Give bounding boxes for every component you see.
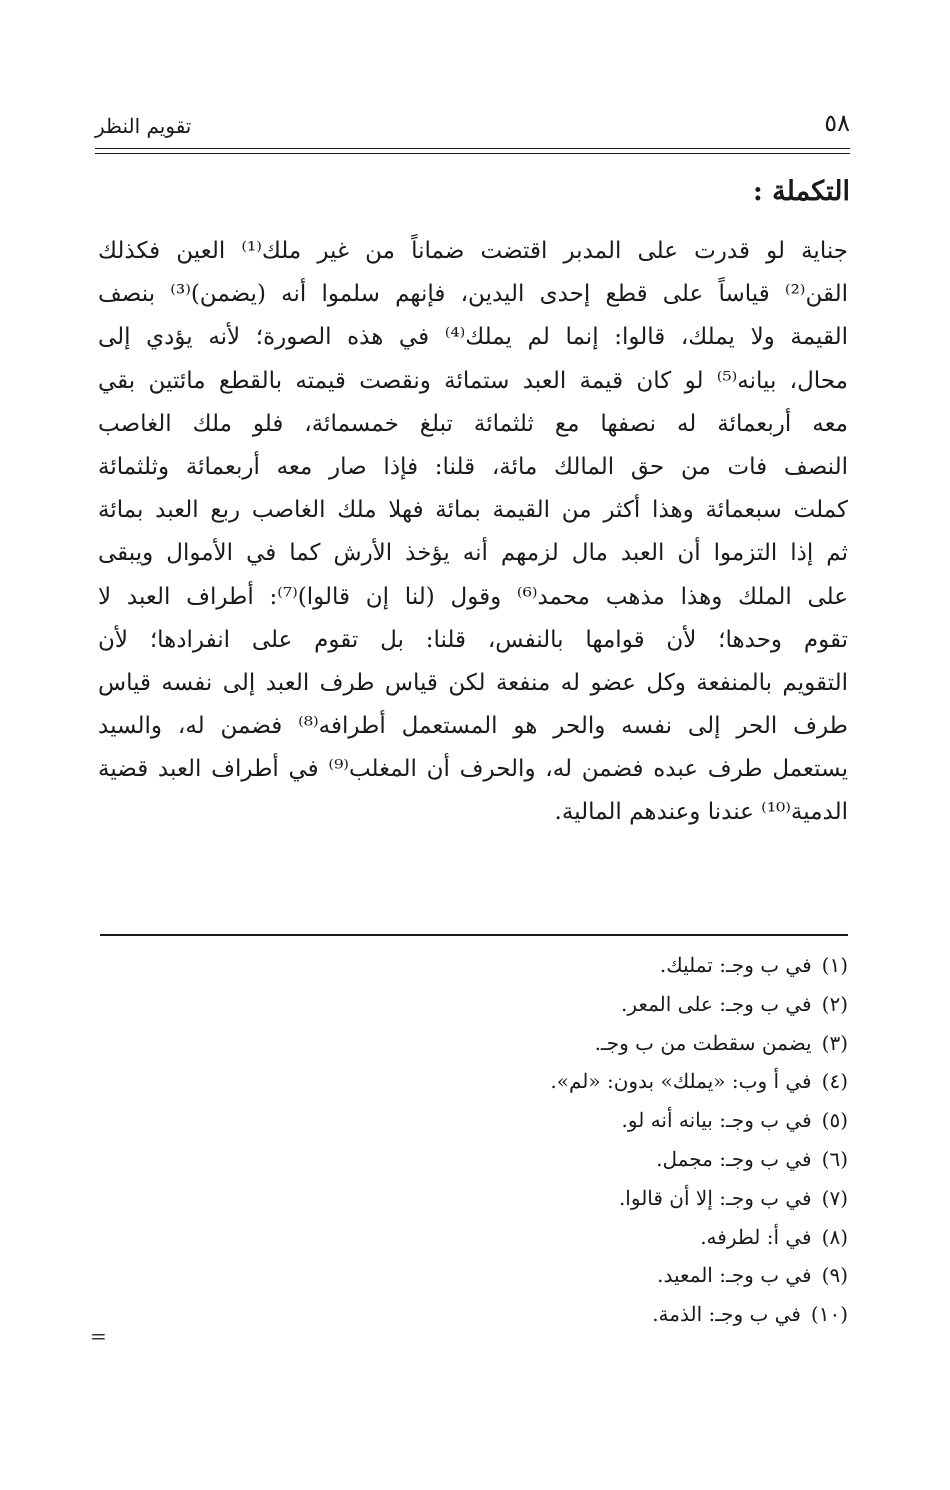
body-line: على الملك وهذا مذهب محمد⁽⁶⁾ وقول (لنا إن قالوا)⁽⁷⁾: أطراف العبد لا — [98, 583, 848, 610]
footnote-number: (٣) — [821, 1030, 848, 1055]
footnote — [108, 985, 848, 1024]
footnote — [108, 1179, 848, 1218]
footnote-text: في ب وجـ: بيانه أنه لو. — [621, 1108, 812, 1133]
page-number: ٥٨ — [824, 109, 850, 137]
footnote — [108, 946, 848, 985]
body-line: القيمة ولا يملك، قالوا: إنما لم يملك⁽⁴⁾ في هذه الصورة؛ لأنه يؤدي إلى — [98, 324, 848, 351]
body-line: التقويم بالمنفعة وكل عضو له منفعة لكن قياس طرف العبد إلى نفسه قياس — [98, 669, 848, 696]
footnote — [108, 1101, 848, 1140]
footnote-text: في ب وجـ: على المعر. — [621, 991, 812, 1016]
footnote-number: (٥) — [821, 1108, 848, 1133]
footnote — [108, 1256, 848, 1295]
footnote-number: (٩) — [821, 1263, 848, 1288]
body-line: طرف الحر إلى نفسه والحر هو المستعمل أطرافه⁽⁸⁾ فضمن له، والسيد — [98, 713, 848, 740]
footnote — [108, 1295, 848, 1334]
footnote-number: (٦) — [821, 1146, 848, 1171]
body-line: تقوم وحدها؛ لأن قوامها بالنفس، قلنا: بل تقوم على انفرادها؛ لأن — [98, 626, 848, 653]
footnote-text: في أ: لطرفه. — [700, 1224, 812, 1249]
body-line: معه أربعمائة له نصفها مع ثلثمائة تبلغ خمسمائة، فلو ملك الغاصب — [98, 410, 848, 437]
footnote — [108, 1140, 848, 1179]
footnote-text: في أ وب: «يملك» بدون: «لم». — [550, 1069, 812, 1094]
header-rule-top — [95, 148, 850, 149]
body-line: كملت سبعمائة وهذا أكثر من القيمة بمائة فهلا ملك الغاصب ربع العبد بمائة — [98, 497, 848, 524]
footnote — [108, 1218, 848, 1257]
header-rule-bottom — [95, 153, 850, 154]
body-line: القن⁽²⁾ قياساً على قطع إحدى اليدين، فإنهم سلموا أنه (يضمن)⁽³⁾ بنصف — [98, 281, 848, 308]
footnote-separator — [100, 934, 848, 936]
section-heading: التكملة : — [752, 176, 850, 207]
footnote-text: في ب وجـ: الذمة. — [652, 1302, 801, 1327]
body-text — [98, 230, 848, 835]
footnote-text: في ب وجـ: إلا أن قالوا. — [618, 1185, 812, 1210]
footnote — [108, 1062, 848, 1101]
footnote-number: (٨) — [821, 1224, 848, 1249]
body-line: جناية لو قدرت على المدبر اقتضت ضماناً من غير ملك⁽¹⁾ العين فكذلك — [98, 238, 848, 264]
page-header — [95, 104, 850, 144]
footnotes — [108, 946, 848, 1334]
footnote-number: (١٠) — [810, 1302, 848, 1327]
footnote-number: (١) — [821, 953, 848, 977]
running-title: تقويم النظر — [95, 114, 192, 138]
footnote-number: (٤) — [821, 1069, 848, 1094]
footnote-number: (٧) — [821, 1185, 848, 1210]
body-line: محال، بيانه⁽⁵⁾ لو كان قيمة العبد ستمائة ونقصت قيمته بالقطع مائتين بقي — [98, 367, 848, 394]
footnote-text: في ب وجـ: تمليك. — [659, 953, 812, 977]
footnote-number: (٢) — [821, 991, 848, 1016]
body-line: ثم إذا التزموا أن العبد مال لزمهم أنه يؤخذ الأرش كما في الأموال ويبقى — [98, 540, 848, 567]
footnote-text: في ب وجـ: مجمل. — [656, 1146, 812, 1171]
body-line: الدمية⁽¹⁰⁾ عندنا وعندهم المالية. — [554, 799, 848, 826]
footnote-text: في ب وجـ: المعيد. — [657, 1263, 812, 1288]
body-line: النصف فات من حق المالك مائة، قلنا: فإذا صار معه أربعمائة وثلثمائة — [98, 453, 848, 480]
footnote — [108, 1024, 848, 1063]
body-line: يستعمل طرف عبده فضمن له، والحرف أن المغلب⁽⁹⁾ في أطراف العبد قضية — [98, 756, 848, 783]
footnote-text: يضمن سقطت من ب وجـ. — [594, 1030, 812, 1055]
margin-mark: = — [90, 1324, 107, 1348]
